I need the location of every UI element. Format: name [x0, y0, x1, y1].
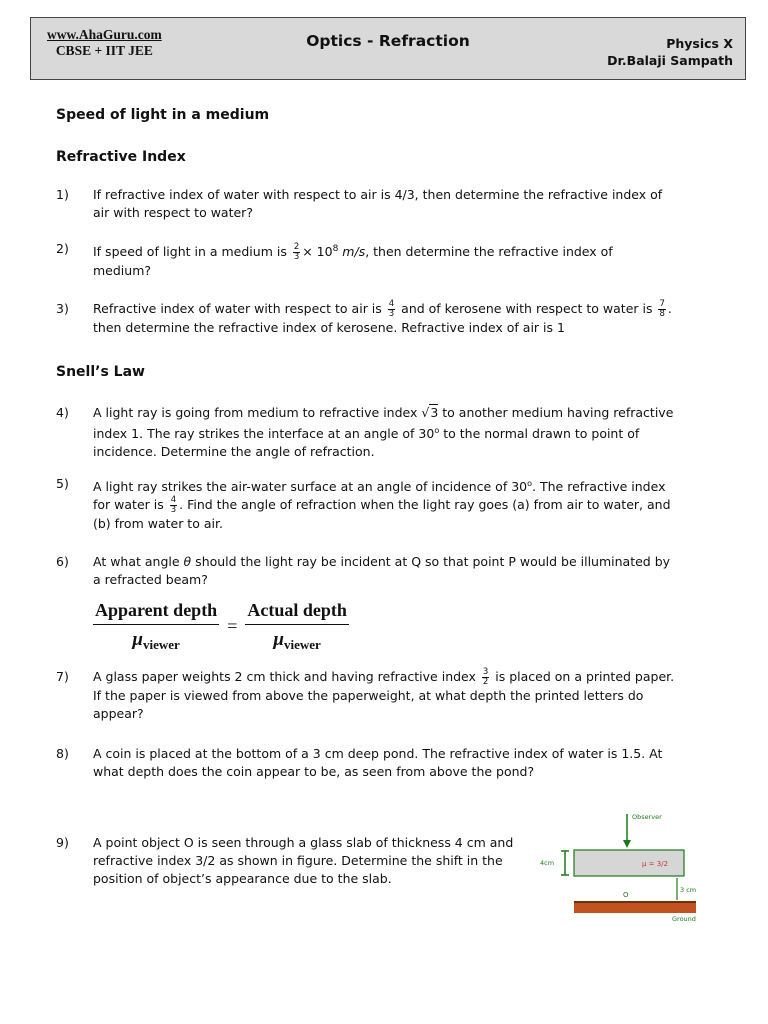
fraction — [293, 243, 300, 262]
page-title: Optics - Refraction — [306, 32, 470, 50]
tagline: CBSE + IIT JEE — [55, 43, 153, 58]
formula-denominator — [93, 625, 219, 653]
question-6 — [56, 553, 696, 589]
question-1 — [56, 186, 696, 222]
question-number: 8) — [56, 746, 69, 761]
observer-label: Observer — [632, 813, 662, 821]
fraction — [170, 496, 177, 515]
question-line — [93, 496, 696, 515]
question-4 — [56, 404, 696, 461]
section-heading-refractive-index: Refractive Index — [56, 149, 186, 165]
fraction-denominator: 2 — [482, 677, 489, 687]
question-line: If refractive index of water with respect to air is 4/3, then determine the refractive index of — [93, 187, 663, 202]
question-number: 7) — [56, 669, 69, 684]
formula-numerator: Apparent depth — [93, 600, 219, 625]
question-line — [93, 422, 696, 443]
fraction-numerator: 7 — [659, 299, 665, 309]
text-run: . — [667, 301, 672, 316]
fraction — [482, 668, 489, 687]
question-line: position of object’s appearance due to the slab. — [93, 871, 392, 886]
question-9 — [56, 834, 516, 888]
formula-rhs — [245, 600, 349, 653]
formula-denominator — [245, 625, 349, 653]
question-line: a refracted beam? — [93, 572, 208, 587]
text-run: and of kerosene with respect to water is — [397, 301, 657, 316]
refractive-index-label: μ = 3/2 — [642, 860, 669, 868]
thickness-label: 4cm — [540, 859, 555, 867]
subject-label: Physics X — [666, 36, 733, 51]
formula-numerator: Actual depth — [245, 600, 349, 625]
site-link[interactable]: www.AhaGuru.com — [47, 27, 162, 42]
question-line: refractive index 3/2 as shown in figure. Determine the shift in the — [93, 853, 503, 868]
question-line: appear? — [93, 706, 144, 721]
object-label: O — [623, 891, 629, 899]
fraction-numerator: 3 — [482, 667, 489, 677]
text-run: for water is — [93, 497, 168, 513]
text-run: to the normal drawn to point of — [439, 426, 640, 442]
page-header — [30, 17, 746, 80]
ground-top-edge — [574, 901, 696, 903]
text-run: is placed on a printed paper. — [491, 669, 675, 684]
subscript: viewer — [284, 637, 321, 653]
arrow-down-icon — [623, 840, 631, 848]
text-run: Refractive index of water with respect to air is — [93, 301, 386, 316]
question-line — [93, 475, 696, 496]
question-line: A point object O is seen through a glass slab of thickness 4 cm and — [93, 835, 514, 850]
ground-label: Ground — [672, 915, 696, 923]
text-run: index 1. The ray strikes the interface at an angle of 30 — [93, 426, 435, 442]
text-run: A light ray is going from medium to refractive index — [93, 405, 422, 420]
question-number: 9) — [56, 835, 69, 850]
text-run: should the light ray be incident at Q so that point P would be illuminated by — [191, 554, 671, 569]
formula-lhs — [93, 600, 219, 653]
question-line: what depth does the coin appear to be, as seen from above the pond? — [93, 764, 535, 779]
question-7 — [56, 668, 696, 723]
header-meta — [607, 35, 733, 69]
unit: m/s — [338, 244, 366, 260]
sqrt-radicand: 3 — [430, 405, 439, 420]
text-run: × 10 — [302, 244, 333, 260]
sqrt-symbol: √ — [421, 405, 430, 420]
exponent: 8 — [332, 244, 339, 254]
question-line: If the paper is viewed from above the paperweight, at what depth the printed letters do — [93, 688, 644, 703]
fraction-numerator: 2 — [293, 242, 300, 253]
question-line — [93, 300, 696, 319]
mu-symbol: μ — [132, 629, 143, 650]
question-number: 5) — [56, 476, 69, 491]
text-run: . The refractive index — [532, 479, 666, 495]
question-number: 2) — [56, 241, 69, 256]
theta-symbol: θ — [183, 554, 192, 569]
fraction — [658, 300, 665, 319]
text-run: If speed of light in a medium is — [93, 244, 291, 260]
question-line: air with respect to water? — [93, 205, 253, 220]
fraction-denominator: 3 — [170, 505, 177, 516]
fraction-denominator: 3 — [388, 309, 395, 319]
question-line: (b) from water to air. — [93, 516, 223, 532]
fraction-numerator: 4 — [170, 495, 177, 506]
question-5 — [56, 475, 696, 533]
equals-sign: = — [227, 616, 238, 637]
question-number: 3) — [56, 301, 69, 316]
gap-label: 3 cm — [680, 886, 697, 894]
author-label: Dr.Balaji Sampath — [607, 53, 733, 68]
text-run: A glass paper weights 2 cm thick and having refractive index — [93, 669, 480, 684]
question-line — [93, 668, 696, 687]
question-number: 6) — [56, 554, 69, 569]
text-run: . Find the angle of refraction when the light ray goes (a) from air to water, and — [179, 497, 671, 513]
glass-slab-figure — [532, 808, 712, 928]
text-run: At what angle — [93, 554, 184, 569]
text-run: A light ray strikes the air-water surface at an angle of incidence of 30 — [93, 479, 528, 495]
question-number: 1) — [56, 187, 69, 202]
question-8 — [56, 745, 696, 781]
apparent-depth-formula — [93, 600, 349, 653]
question-line: medium? — [93, 263, 152, 279]
fraction — [388, 300, 395, 319]
question-number: 4) — [56, 405, 69, 420]
section-heading-speed: Speed of light in a medium — [56, 107, 270, 123]
question-line: then determine the refractive index of kerosene. Refractive index of air is 1 — [93, 320, 565, 335]
question-line: A coin is placed at the bottom of a 3 cm deep pond. The refractive index of water is 1.5. At — [93, 746, 663, 761]
question-line — [93, 553, 696, 571]
question-line — [93, 404, 696, 422]
fraction-denominator: 8 — [659, 309, 665, 319]
question-2 — [56, 240, 696, 280]
fraction-denominator: 3 — [293, 252, 300, 263]
text-run: to another medium having refractive — [438, 405, 674, 420]
question-line: incidence. Determine the angle of refraction. — [93, 444, 375, 460]
fraction-numerator: 4 — [388, 299, 395, 309]
mu-symbol: μ — [273, 629, 284, 650]
question-line — [93, 240, 696, 262]
degree-symbol: o — [434, 426, 440, 435]
text-run: , then determine the refractive index of — [365, 244, 613, 260]
section-heading-snell: Snell’s Law — [56, 364, 145, 380]
degree-symbol: o — [527, 479, 533, 488]
question-3 — [56, 300, 696, 337]
subscript: viewer — [142, 637, 180, 653]
